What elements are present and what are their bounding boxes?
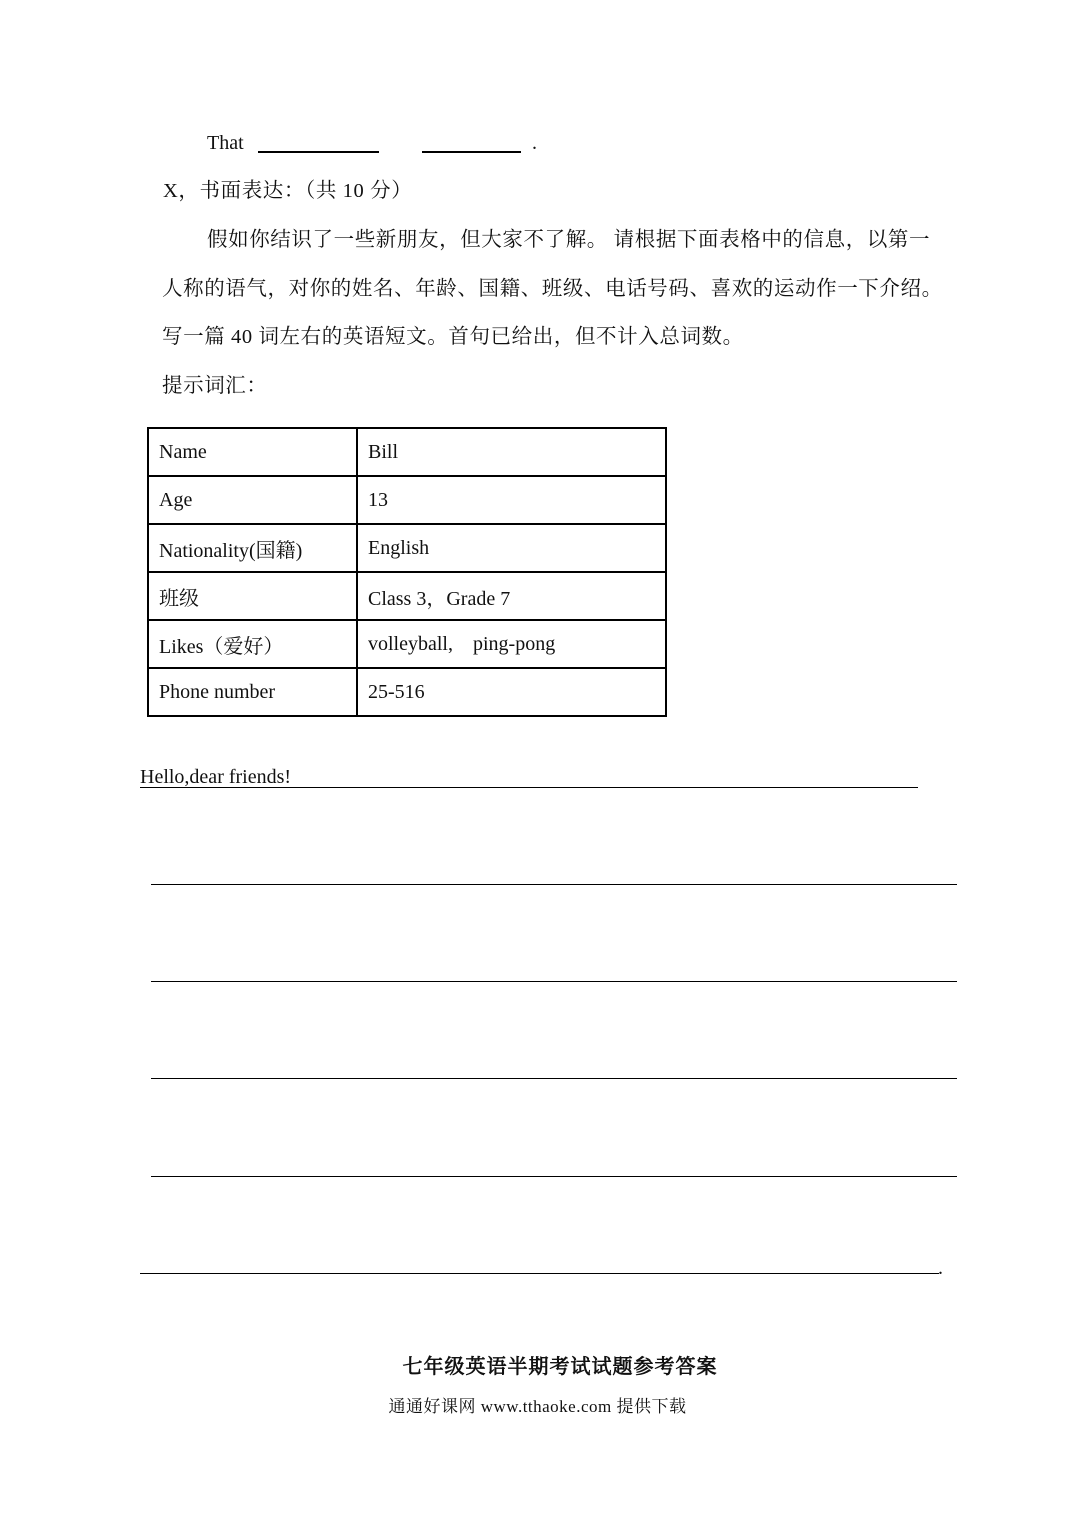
row-label: Name (148, 428, 357, 476)
section-heading: X，书面表达：（共 10 分） (163, 180, 413, 202)
answer-key-title: 七年级英语半期考试试题参考答案 (402, 1356, 718, 1378)
info-table (147, 427, 667, 717)
table-row (148, 524, 666, 572)
hint-label: 提示词汇： (162, 375, 268, 397)
answer-blank-1[interactable] (258, 151, 379, 153)
fill-line-lead: That (207, 132, 244, 154)
table-row (148, 620, 666, 668)
row-label: 班级 (148, 572, 357, 620)
writing-line-2[interactable] (151, 884, 957, 885)
row-value: Bill (357, 428, 666, 476)
writing-line-4[interactable] (151, 1078, 957, 1079)
row-value: volleyball, ping-pong (357, 620, 666, 668)
instruction-line-3: 写一篇 40 词左右的英语短文。首句已给出，但不计入总词数。 (162, 326, 744, 348)
opening-sentence: Hello,dear friends! (140, 766, 292, 788)
table-row (148, 668, 666, 716)
row-value: 13 (357, 476, 666, 524)
row-label: Nationality(国籍) (148, 524, 357, 572)
row-label: Phone number (148, 668, 357, 716)
footer-source: 通通好课网 www.tthaoke.com 提供下载 (388, 1397, 687, 1416)
writing-line-6[interactable] (140, 1273, 939, 1274)
table-row (148, 572, 666, 620)
row-value: Class 3，Grade 7 (357, 572, 666, 620)
row-label: Likes（爱好） (148, 620, 357, 668)
writing-end-mark: . (938, 1257, 943, 1279)
writing-line-3[interactable] (151, 981, 957, 982)
instruction-line-2: 人称的语气，对你的姓名、年龄、国籍、班级、电话号码、喜欢的运动作一下介绍。 (162, 278, 943, 300)
table-row (148, 476, 666, 524)
table-row (148, 428, 666, 476)
instruction-line-1: 假如你结识了一些新朋友，但大家不了解。 请根据下面表格中的信息，以第一 (207, 229, 931, 251)
writing-line-5[interactable] (151, 1176, 957, 1177)
row-value: 25-516 (357, 668, 666, 716)
row-value: English (357, 524, 666, 572)
row-label: Age (148, 476, 357, 524)
answer-blank-2[interactable] (422, 151, 521, 153)
fill-line-period: . (532, 132, 537, 154)
writing-line-1[interactable] (140, 787, 918, 788)
